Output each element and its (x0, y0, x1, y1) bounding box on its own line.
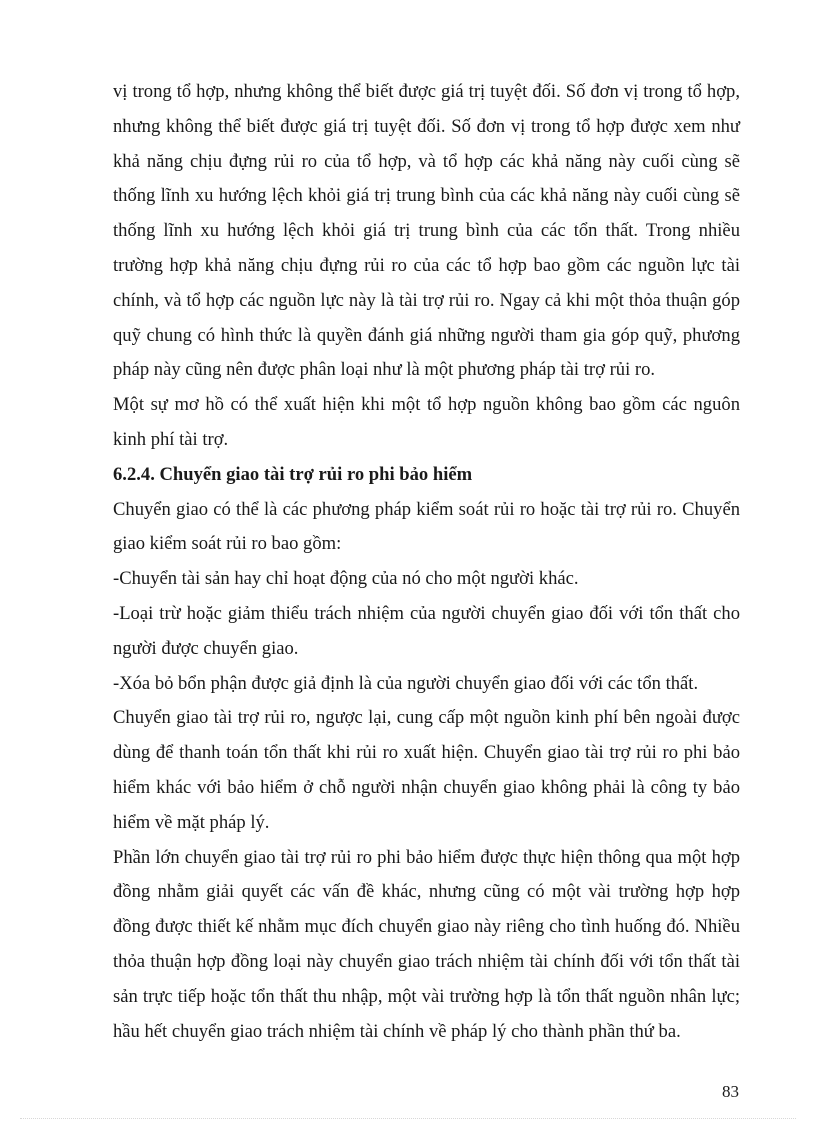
list-item: -Xóa bỏ bổn phận được giả định là của người chuyển giao đối với các tổn thất. (113, 672, 699, 694)
list-item: -Loại trừ hoặc giảm thiểu trách nhiệm của người chuyển giao đối với tổn thất cho người được chuyển giao. (113, 602, 740, 659)
footer-divider (20, 1118, 796, 1119)
section-heading: 6.2.4. Chuyển giao tài trợ rủi ro phi bảo hiểm (113, 463, 473, 485)
page-number: 83 (722, 1082, 739, 1101)
body-paragraph: Một sự mơ hồ có thể xuất hiện khi một tổ hợp nguồn không bao gồm các nguôn kinh phí tài trợ. (113, 394, 740, 450)
body-paragraph: Chuyển giao tài trợ rủi ro, ngược lại, cung cấp một nguồn kinh phí bên ngoài được dùng để thanh toán tổn thất khi rủi ro xuất hiện. Chuyển giao tài trợ rủi ro phi bảo hiểm khác với bảo hiểm ở chỗ người nhận chuyển giao không phải là công ty bảo hiểm về mặt pháp lý. (113, 707, 740, 833)
body-paragraph: Phần lớn chuyển giao tài trợ rủi ro phi bảo hiểm được thực hiện thông qua một hợp đồng nhằm giải quyết các vấn đề khác, nhưng cũng có một vài trường hợp hợp đồng được thiết kế nhằm mục đích chuyển giao này riêng cho tình huống đó. Nhiều thỏa thuận hợp đồng loại này chuyển giao trách nhiệm tài chính đối với tổn thất tài sản trực tiếp hoặc tổn thất thu nhập, một vài trường hợp là tổn thất nguồn nhân lực; hầu hết chuyển giao trách nhiệm tài chính về pháp lý cho thành phần thứ ba. (113, 846, 740, 1042)
list-item: -Chuyển tài sản hay chỉ hoạt động của nó cho một người khác. (113, 568, 579, 590)
body-paragraph: vị trong tổ hợp, nhưng không thể biết được giá trị tuyệt đối. Số đơn vị trong tổ hợp, nhưng không thể biết được giá trị tuyệt đối. Số đơn vị trong tổ hợp được xem như khả năng chịu đựng rủi ro của tổ hợp, và tổ hợp các khả năng này cuối cùng sẽ thống lĩnh xu hướng lệch khỏi giá trị trung bình của các khả năng này cuối cùng sẽ thống lĩnh xu hướng lệch khỏi giá trị trung bình của các tổn thất. Trong nhiều trường hợp khả năng chịu đựng rủi ro của các tổ hợp bao gồm các nguồn lực tài chính, và tổ hợp các nguồn lực này là tài trợ rủi ro. Ngay cả khi một thỏa thuận góp quỹ chung có hình thức là quyền đánh giá những người tham gia góp quỹ, phương pháp này cũng nên được phân loại như là một phương pháp tài trợ rủi ro. (113, 81, 740, 381)
document-body (113, 75, 740, 1049)
body-paragraph: Chuyển giao có thể là các phương pháp kiểm soát rủi ro hoặc tài trợ rủi ro. Chuyển giao kiểm soát rủi ro bao gồm: (113, 498, 740, 555)
